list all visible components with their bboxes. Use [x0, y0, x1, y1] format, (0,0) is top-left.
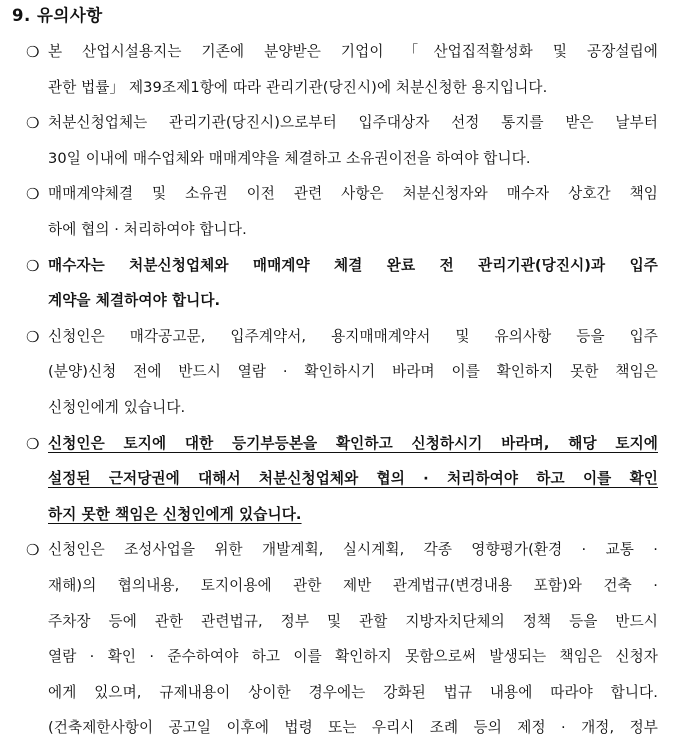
notice-line-underlined: 하지 못한 책임은 신청인에게 있습니다.: [48, 505, 302, 523]
circle-bullet-icon: ❍: [26, 256, 40, 275]
notice-line: 열람 · 확인 · 준수하여야 하고 이를 확인하지 못함으로써 발생되는 책임은 신청자: [48, 648, 658, 666]
notice-line: (분양)신청 전에 반드시 열람 · 확인하시기 바라며 이를 확인하지 못한 책임은: [48, 363, 658, 381]
notice-line: 신청인에게 있습니다.: [48, 398, 186, 416]
circle-bullet-icon: ❍: [26, 114, 40, 133]
circle-bullet-icon: ❍: [26, 327, 40, 346]
notice-line-underlined: 설정된 근저당권에 대해서 처분신청업체와 협의 · 처리하여야 하고 이를 확인: [48, 470, 658, 488]
notice-line: 하에 협의 · 처리하여야 합니다.: [48, 220, 247, 238]
notice-line: 신청인은 조성사업을 위한 개발계획, 실시계획, 각종 영향평가(환경 · 교통 ·: [48, 541, 658, 559]
notice-line: 계약을 체결하여야 합니다.: [48, 292, 221, 310]
notice-line: 주차장 등에 관한 관련법규, 정부 및 관할 지방자치단체의 정책 등을 반드시: [48, 612, 658, 630]
notice-line: 매매계약체결 및 소유권 이전 관련 사항은 처분신청자와 매수자 상호간 책임: [48, 185, 658, 203]
circle-bullet-icon: ❍: [26, 43, 40, 61]
notice-item-4: [12, 248, 658, 319]
circle-bullet-icon: ❍: [26, 541, 40, 560]
section-title: 9. 유의사항: [12, 6, 103, 25]
notice-line: 재해)의 협의내용, 토지이용에 관한 제반 관계법규(변경내용 포함)와 건축 ·: [48, 576, 658, 594]
notice-line-underlined: 신청인은 토지에 대한 등기부등본을 확인하고 신청하시기 바라며, 해당 토지에: [48, 434, 658, 452]
notice-line: 신청인은 매각공고문, 입주계약서, 용지매매계약서 및 유의사항 등을 입주: [48, 327, 658, 345]
notice-line: 처분신청업체는 관리기관(당진시)으로부터 입주대상자 선정 통지를 받은 날부터: [48, 114, 658, 132]
notice-item-2: [12, 105, 658, 176]
notice-line: 30일 이내에 매수업체와 매매계약을 체결하고 소유권이전을 하여야 합니다.: [48, 149, 531, 167]
notice-line: (건축제한사항이 공고일 이후에 법령 또는 우리시 조례 등의 제정 · 개정, 정부: [48, 719, 658, 737]
notice-item-1: [12, 34, 658, 105]
circle-bullet-icon: ❍: [26, 434, 40, 453]
notice-item-7: [12, 532, 658, 746]
notice-line: 본 산업시설용지는 기존에 분양받은 기업이 「산업집적활성화 및 공장설립에: [48, 43, 658, 60]
circle-bullet-icon: ❍: [26, 185, 40, 204]
notice-line: 관한 법률」 제39조제1항에 따라 관리기관(당진시)에 처분신청한 용지입니다.: [48, 78, 548, 96]
notice-item-5: [12, 319, 658, 426]
notice-item-6: [12, 426, 658, 533]
notice-item-3: [12, 176, 658, 247]
notice-line: 매수자는 처분신청업체와 매매계약 체결 완료 전 관리기관(당진시)과 입주: [48, 256, 658, 274]
notice-line: 에게 있으며, 규제내용이 상이한 경우에는 강화된 법규 내용에 따라야 합니다.: [48, 683, 658, 701]
